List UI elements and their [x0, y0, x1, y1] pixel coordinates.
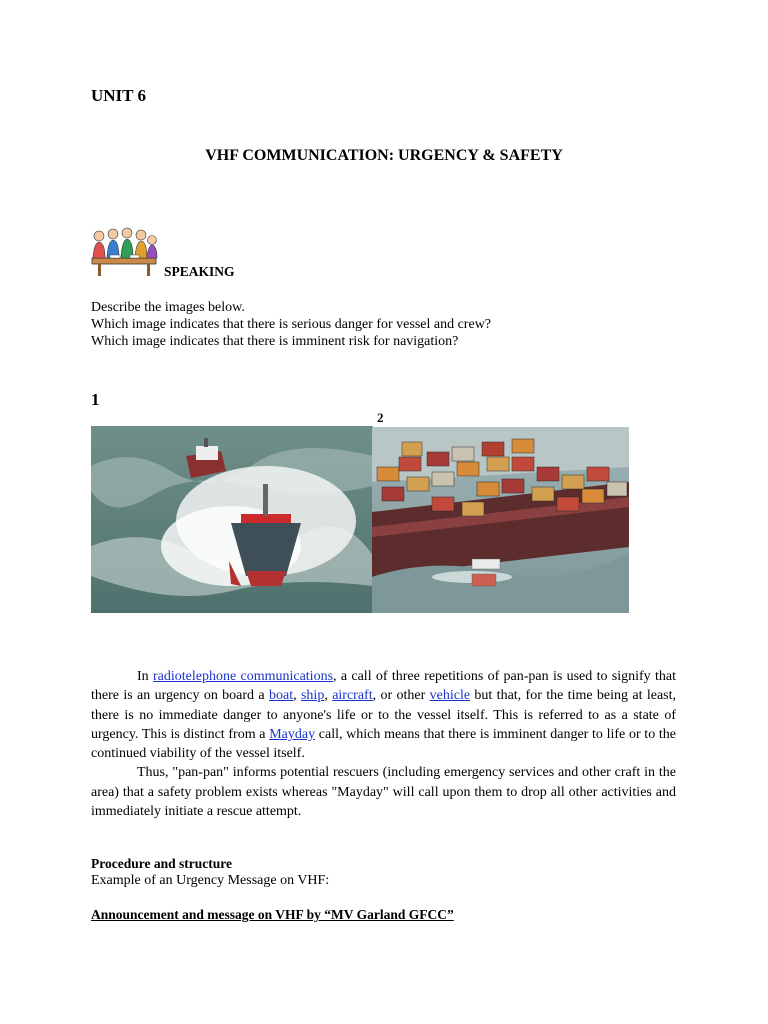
link-vehicle[interactable]: vehicle: [429, 688, 471, 704]
body-text: [91, 667, 676, 821]
paragraph-pan-pan: Thus, "pan-pan" informs potential rescuers (including emergency services and other craft in the area) that a safety problem exists whereas "Mayday" will call upon them to drop all other activities and immediately initiate a rescue attempt.: [91, 765, 676, 820]
page-title: VHF COMMUNICATION: URGENCY & SAFETY: [205, 147, 563, 164]
link-aircraft[interactable]: aircraft: [332, 688, 373, 704]
link-mayday[interactable]: Mayday: [269, 726, 316, 742]
procedure-heading: Procedure and structure: [91, 856, 232, 871]
unit-heading: UNIT 6: [91, 86, 146, 105]
image-number: 1: [91, 390, 100, 409]
question-line: Which image indicates that there is imminent risk for navigation?: [91, 334, 459, 349]
text-run: , or other: [372, 688, 430, 704]
text-run: , a call of three repetitions of pan-pan is used to signify that there is an urgency on board a: [91, 669, 676, 704]
text-run: In: [137, 669, 153, 684]
ship-in-stormy-sea-photo: [91, 426, 373, 613]
link-radiotelephone[interactable]: radiotelephone communications: [152, 669, 334, 684]
speaking-label: SPEAKING: [164, 264, 235, 279]
example-line: Example of an Urgency Message on VHF:: [91, 873, 330, 888]
text-run: ,: [324, 688, 333, 704]
text-run: but that, for the time being at least, there is no immediate danger to anyone's life or to the vessel itself. This is referred to as a state of urgency. This is distinct from a: [91, 688, 677, 742]
paragraph-urgency: [91, 667, 676, 763]
link-boat[interactable]: boat: [269, 688, 294, 704]
listing-container-ship-photo: [372, 427, 629, 613]
link-ship[interactable]: ship: [300, 688, 325, 704]
question-line: Which image indicates that there is serious danger for vessel and crew?: [91, 317, 492, 332]
text-run: ,: [293, 688, 301, 704]
announcement-heading: Announcement and message on VHF by “MV Garland GFCC”: [91, 907, 454, 922]
text-run: call, which means that there is imminent danger to life or to the continued viability of the vessel itself.: [91, 726, 676, 762]
question-line: Describe the images below.: [91, 300, 245, 315]
meeting-clipart-icon: [90, 226, 158, 278]
image-number: 2: [377, 410, 384, 425]
